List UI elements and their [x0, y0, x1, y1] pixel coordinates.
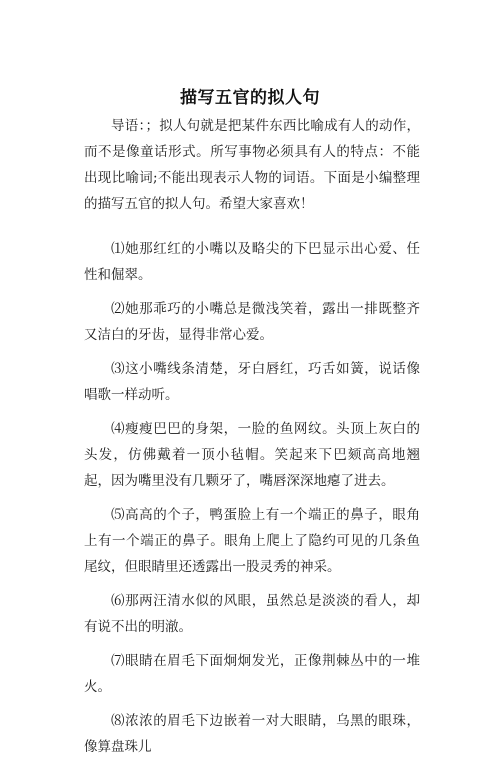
example-list: [0, 236, 500, 768]
example-item-6: ⑹那两汪清水似的风眼，虽然总是淡淡的看人，却有说不出的明澈。: [84, 593, 420, 635]
example-item-7: ⑺眼睛在眉毛下面炯炯发光，正像荆棘丛中的一堆火。: [84, 653, 420, 695]
example-item-3: ⑶这小嘴线条清楚，牙白唇红，巧舌如簧，说话像唱歌一样动听。: [84, 361, 420, 403]
example-item-4: ⑷瘦瘦巴巴的身架，一脸的鱼网纹。头顶上灰白的头发，仿佛戴着一顶小毡帽。笑起来下巴颏高高地翘起，因为嘴里没有几颗牙了，嘴唇深深地瘪了进去。: [84, 421, 420, 489]
example-item-2: ⑵她那乖巧的小嘴总是微浅笑着，露出一排既整齐又洁白的牙齿，显得非常心爱。: [84, 301, 420, 343]
example-item-8: ⑻浓浓的眉毛下边嵌着一对大眼睛，乌黑的眼珠，像算盘珠儿: [84, 713, 420, 755]
document-title: 描写五官的拟人句: [180, 88, 320, 109]
example-item-5: ⑸高高的个子，鸭蛋脸上有一个端正的鼻子，眼角上有一个端正的鼻子。眼角上爬上了隐约可见的几条鱼尾纹，但眼睛里还透露出一股灵秀的神采。: [84, 507, 420, 575]
example-item-1: ⑴她那红红的小嘴以及略尖的下巴显示出心爱、任性和倔翠。: [84, 241, 420, 283]
intro-paragraph: 导语：；拟人句就是把某件东西比喻成有人的动作，而不是像童话形式。所写事物必须具有人的特点：不能出现比喻词;不能出现表示人物的词语。下面是小编整理的描写五官的拟人句。希望大家喜欢！: [84, 118, 420, 212]
